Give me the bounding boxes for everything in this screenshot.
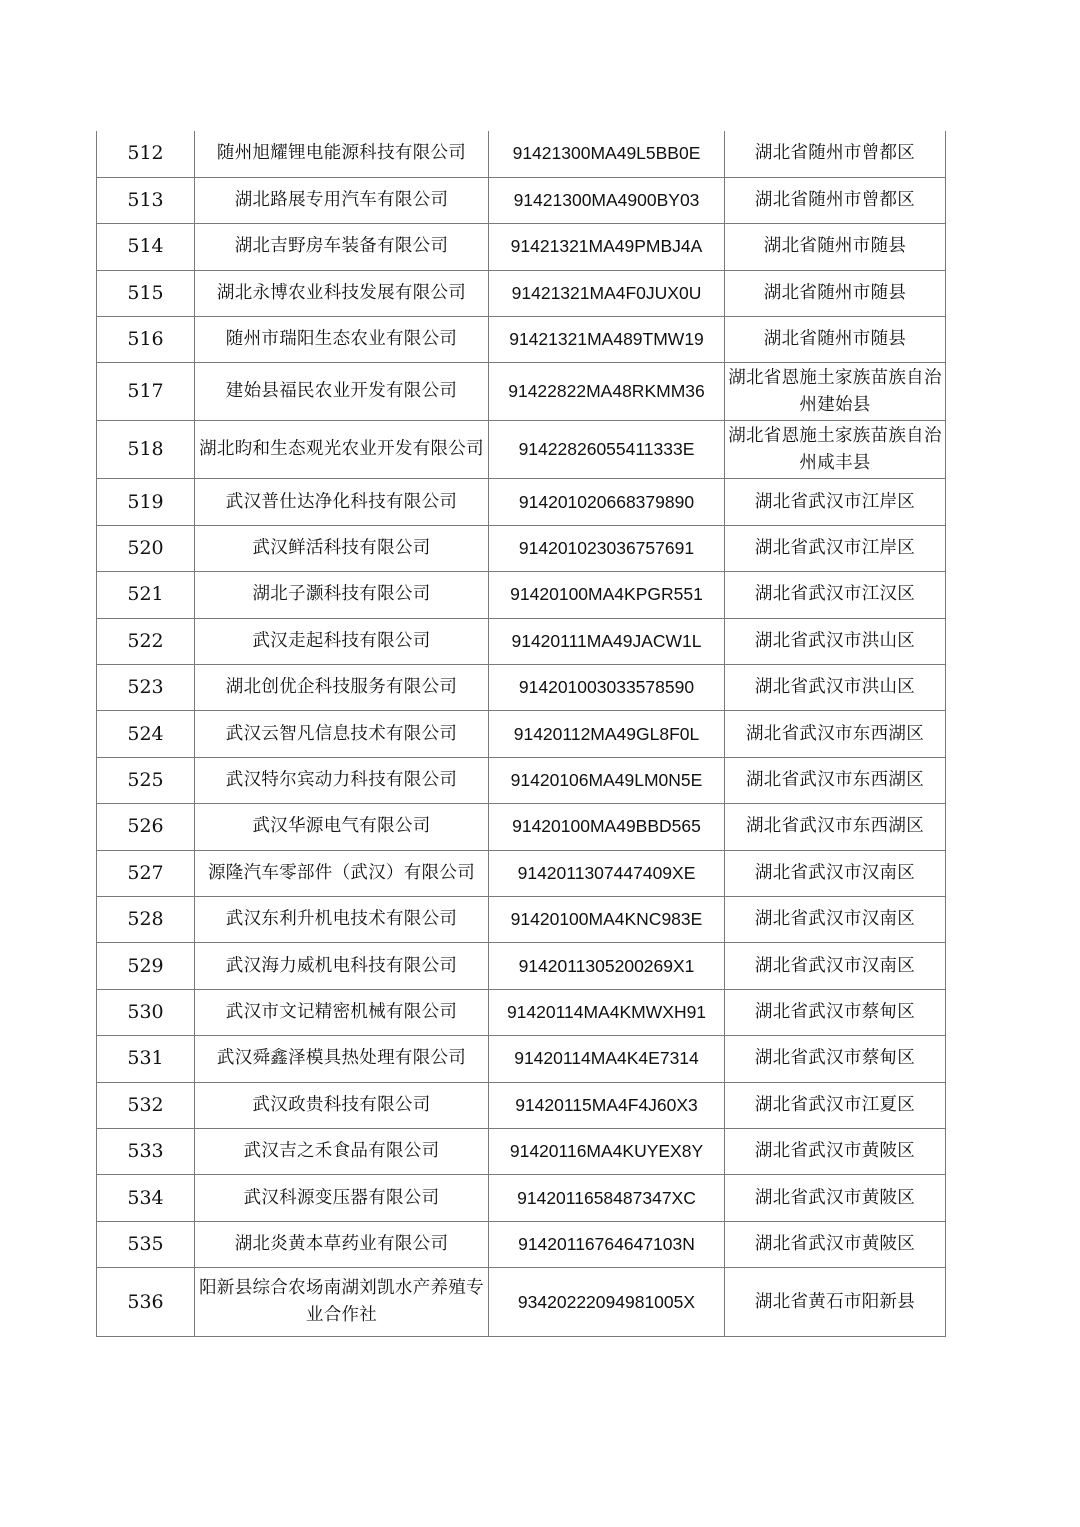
credit-code: 9142011305200269X1	[489, 943, 725, 989]
table-row	[97, 1175, 946, 1221]
table-row	[97, 804, 946, 850]
table-row	[97, 177, 946, 223]
credit-code: 91421300MA4900BY03	[489, 177, 725, 223]
location: 湖北省武汉市黄陂区	[725, 1128, 946, 1174]
location: 湖北省武汉市蔡甸区	[725, 989, 946, 1035]
location: 湖北省随州市随县	[725, 224, 946, 270]
location: 湖北省随州市曾都区	[725, 131, 946, 177]
credit-code: 93420222094981005X	[489, 1268, 725, 1337]
company-name: 阳新县综合农场南湖刘凯水产养殖专业合作社	[195, 1268, 489, 1337]
table-row	[97, 224, 946, 270]
credit-code: 914201023036757691	[489, 525, 725, 571]
location: 湖北省恩施土家族苗族自治州建始县	[725, 363, 946, 421]
company-name: 武汉政贵科技有限公司	[195, 1082, 489, 1128]
credit-code: 91421321MA4F0JUX0U	[489, 270, 725, 316]
credit-code: 91420116764647103N	[489, 1221, 725, 1267]
company-name: 武汉华源电气有限公司	[195, 804, 489, 850]
table-row	[97, 421, 946, 479]
table-row	[97, 618, 946, 664]
credit-code: 9142011307447409XE	[489, 850, 725, 896]
row-number: 517	[97, 363, 195, 421]
location: 湖北省黄石市阳新县	[725, 1268, 946, 1337]
row-number: 520	[97, 525, 195, 571]
company-name: 建始县福民农业开发有限公司	[195, 363, 489, 421]
table-row	[97, 850, 946, 896]
row-number: 527	[97, 850, 195, 896]
company-name: 湖北创优企科技服务有限公司	[195, 665, 489, 711]
company-name: 源隆汽车零部件（武汉）有限公司	[195, 850, 489, 896]
credit-code: 91420111MA49JACW1L	[489, 618, 725, 664]
company-name: 武汉市文记精密机械有限公司	[195, 989, 489, 1035]
location: 湖北省武汉市汉南区	[725, 896, 946, 942]
table-row	[97, 943, 946, 989]
row-number: 525	[97, 757, 195, 803]
table-row	[97, 317, 946, 363]
company-name: 武汉特尔宾动力科技有限公司	[195, 757, 489, 803]
company-name: 武汉舜鑫泽模具热处理有限公司	[195, 1036, 489, 1082]
company-name: 武汉海力威机电科技有限公司	[195, 943, 489, 989]
location: 湖北省武汉市东西湖区	[725, 757, 946, 803]
company-name: 武汉吉之禾食品有限公司	[195, 1128, 489, 1174]
table-row	[97, 572, 946, 618]
location: 湖北省武汉市江汉区	[725, 572, 946, 618]
company-name: 武汉走起科技有限公司	[195, 618, 489, 664]
row-number: 519	[97, 479, 195, 525]
credit-code: 9142011658487347XC	[489, 1175, 725, 1221]
row-number: 516	[97, 317, 195, 363]
table-row	[97, 1128, 946, 1174]
row-number: 514	[97, 224, 195, 270]
row-number: 518	[97, 421, 195, 479]
credit-code: 91420112MA49GL8F0L	[489, 711, 725, 757]
company-name: 随州旭耀锂电能源科技有限公司	[195, 131, 489, 177]
company-name: 湖北炎黄本草药业有限公司	[195, 1221, 489, 1267]
location: 湖北省武汉市黄陂区	[725, 1221, 946, 1267]
credit-code: 91420116MA4KUYEX8Y	[489, 1128, 725, 1174]
location: 湖北省武汉市洪山区	[725, 618, 946, 664]
location: 湖北省武汉市汉南区	[725, 943, 946, 989]
table-body	[97, 131, 946, 1337]
location: 湖北省随州市随县	[725, 270, 946, 316]
table-row	[97, 1221, 946, 1267]
table-row	[97, 131, 946, 177]
row-number: 534	[97, 1175, 195, 1221]
row-number: 521	[97, 572, 195, 618]
company-name: 湖北子灏科技有限公司	[195, 572, 489, 618]
company-name: 随州市瑞阳生态农业有限公司	[195, 317, 489, 363]
company-name: 武汉东利升机电技术有限公司	[195, 896, 489, 942]
table-row	[97, 479, 946, 525]
enterprise-registry-table	[96, 131, 946, 1337]
credit-code: 914201003033578590	[489, 665, 725, 711]
table-row	[97, 525, 946, 571]
location: 湖北省武汉市江岸区	[725, 525, 946, 571]
company-name: 湖北永博农业科技发展有限公司	[195, 270, 489, 316]
table-row	[97, 270, 946, 316]
location: 湖北省随州市曾都区	[725, 177, 946, 223]
credit-code: 91421321MA49PMBJ4A	[489, 224, 725, 270]
row-number: 515	[97, 270, 195, 316]
row-number: 536	[97, 1268, 195, 1337]
company-name: 武汉科源变压器有限公司	[195, 1175, 489, 1221]
row-number: 531	[97, 1036, 195, 1082]
credit-code: 91420106MA49LM0N5E	[489, 757, 725, 803]
location: 湖北省随州市随县	[725, 317, 946, 363]
credit-code: 91420114MA4K4E7314	[489, 1036, 725, 1082]
credit-code: 91420115MA4F4J60X3	[489, 1082, 725, 1128]
credit-code: 91420100MA4KNC983E	[489, 896, 725, 942]
location: 湖北省武汉市黄陂区	[725, 1175, 946, 1221]
location: 湖北省武汉市汉南区	[725, 850, 946, 896]
location: 湖北省武汉市江岸区	[725, 479, 946, 525]
location: 湖北省武汉市江夏区	[725, 1082, 946, 1128]
table-row	[97, 989, 946, 1035]
row-number: 530	[97, 989, 195, 1035]
credit-code: 91420100MA49BBD565	[489, 804, 725, 850]
table-row	[97, 1268, 946, 1337]
table-row	[97, 757, 946, 803]
row-number: 513	[97, 177, 195, 223]
credit-code: 91420100MA4KPGR551	[489, 572, 725, 618]
row-number: 532	[97, 1082, 195, 1128]
table-row	[97, 363, 946, 421]
location: 湖北省武汉市蔡甸区	[725, 1036, 946, 1082]
row-number: 512	[97, 131, 195, 177]
table-row	[97, 665, 946, 711]
location: 湖北省恩施土家族苗族自治州咸丰县	[725, 421, 946, 479]
location: 湖北省武汉市洪山区	[725, 665, 946, 711]
row-number: 526	[97, 804, 195, 850]
credit-code: 91421321MA489TMW19	[489, 317, 725, 363]
table-row	[97, 896, 946, 942]
location: 湖北省武汉市东西湖区	[725, 804, 946, 850]
row-number: 529	[97, 943, 195, 989]
company-name: 湖北路展专用汽车有限公司	[195, 177, 489, 223]
row-number: 523	[97, 665, 195, 711]
company-name: 武汉鲜活科技有限公司	[195, 525, 489, 571]
row-number: 524	[97, 711, 195, 757]
company-name: 武汉普仕达净化科技有限公司	[195, 479, 489, 525]
row-number: 528	[97, 896, 195, 942]
location: 湖北省武汉市东西湖区	[725, 711, 946, 757]
table-row	[97, 1036, 946, 1082]
company-name: 湖北昀和生态观光农业开发有限公司	[195, 421, 489, 479]
credit-code: 91422822MA48RKMM36	[489, 363, 725, 421]
credit-code: 91420114MA4KMWXH91	[489, 989, 725, 1035]
credit-code: 914201020668379890	[489, 479, 725, 525]
company-name: 湖北吉野房车装备有限公司	[195, 224, 489, 270]
row-number: 522	[97, 618, 195, 664]
row-number: 533	[97, 1128, 195, 1174]
credit-code: 91422826055411333E	[489, 421, 725, 479]
credit-code: 91421300MA49L5BB0E	[489, 131, 725, 177]
company-name: 武汉云智凡信息技术有限公司	[195, 711, 489, 757]
row-number: 535	[97, 1221, 195, 1267]
table-row	[97, 711, 946, 757]
table-row	[97, 1082, 946, 1128]
